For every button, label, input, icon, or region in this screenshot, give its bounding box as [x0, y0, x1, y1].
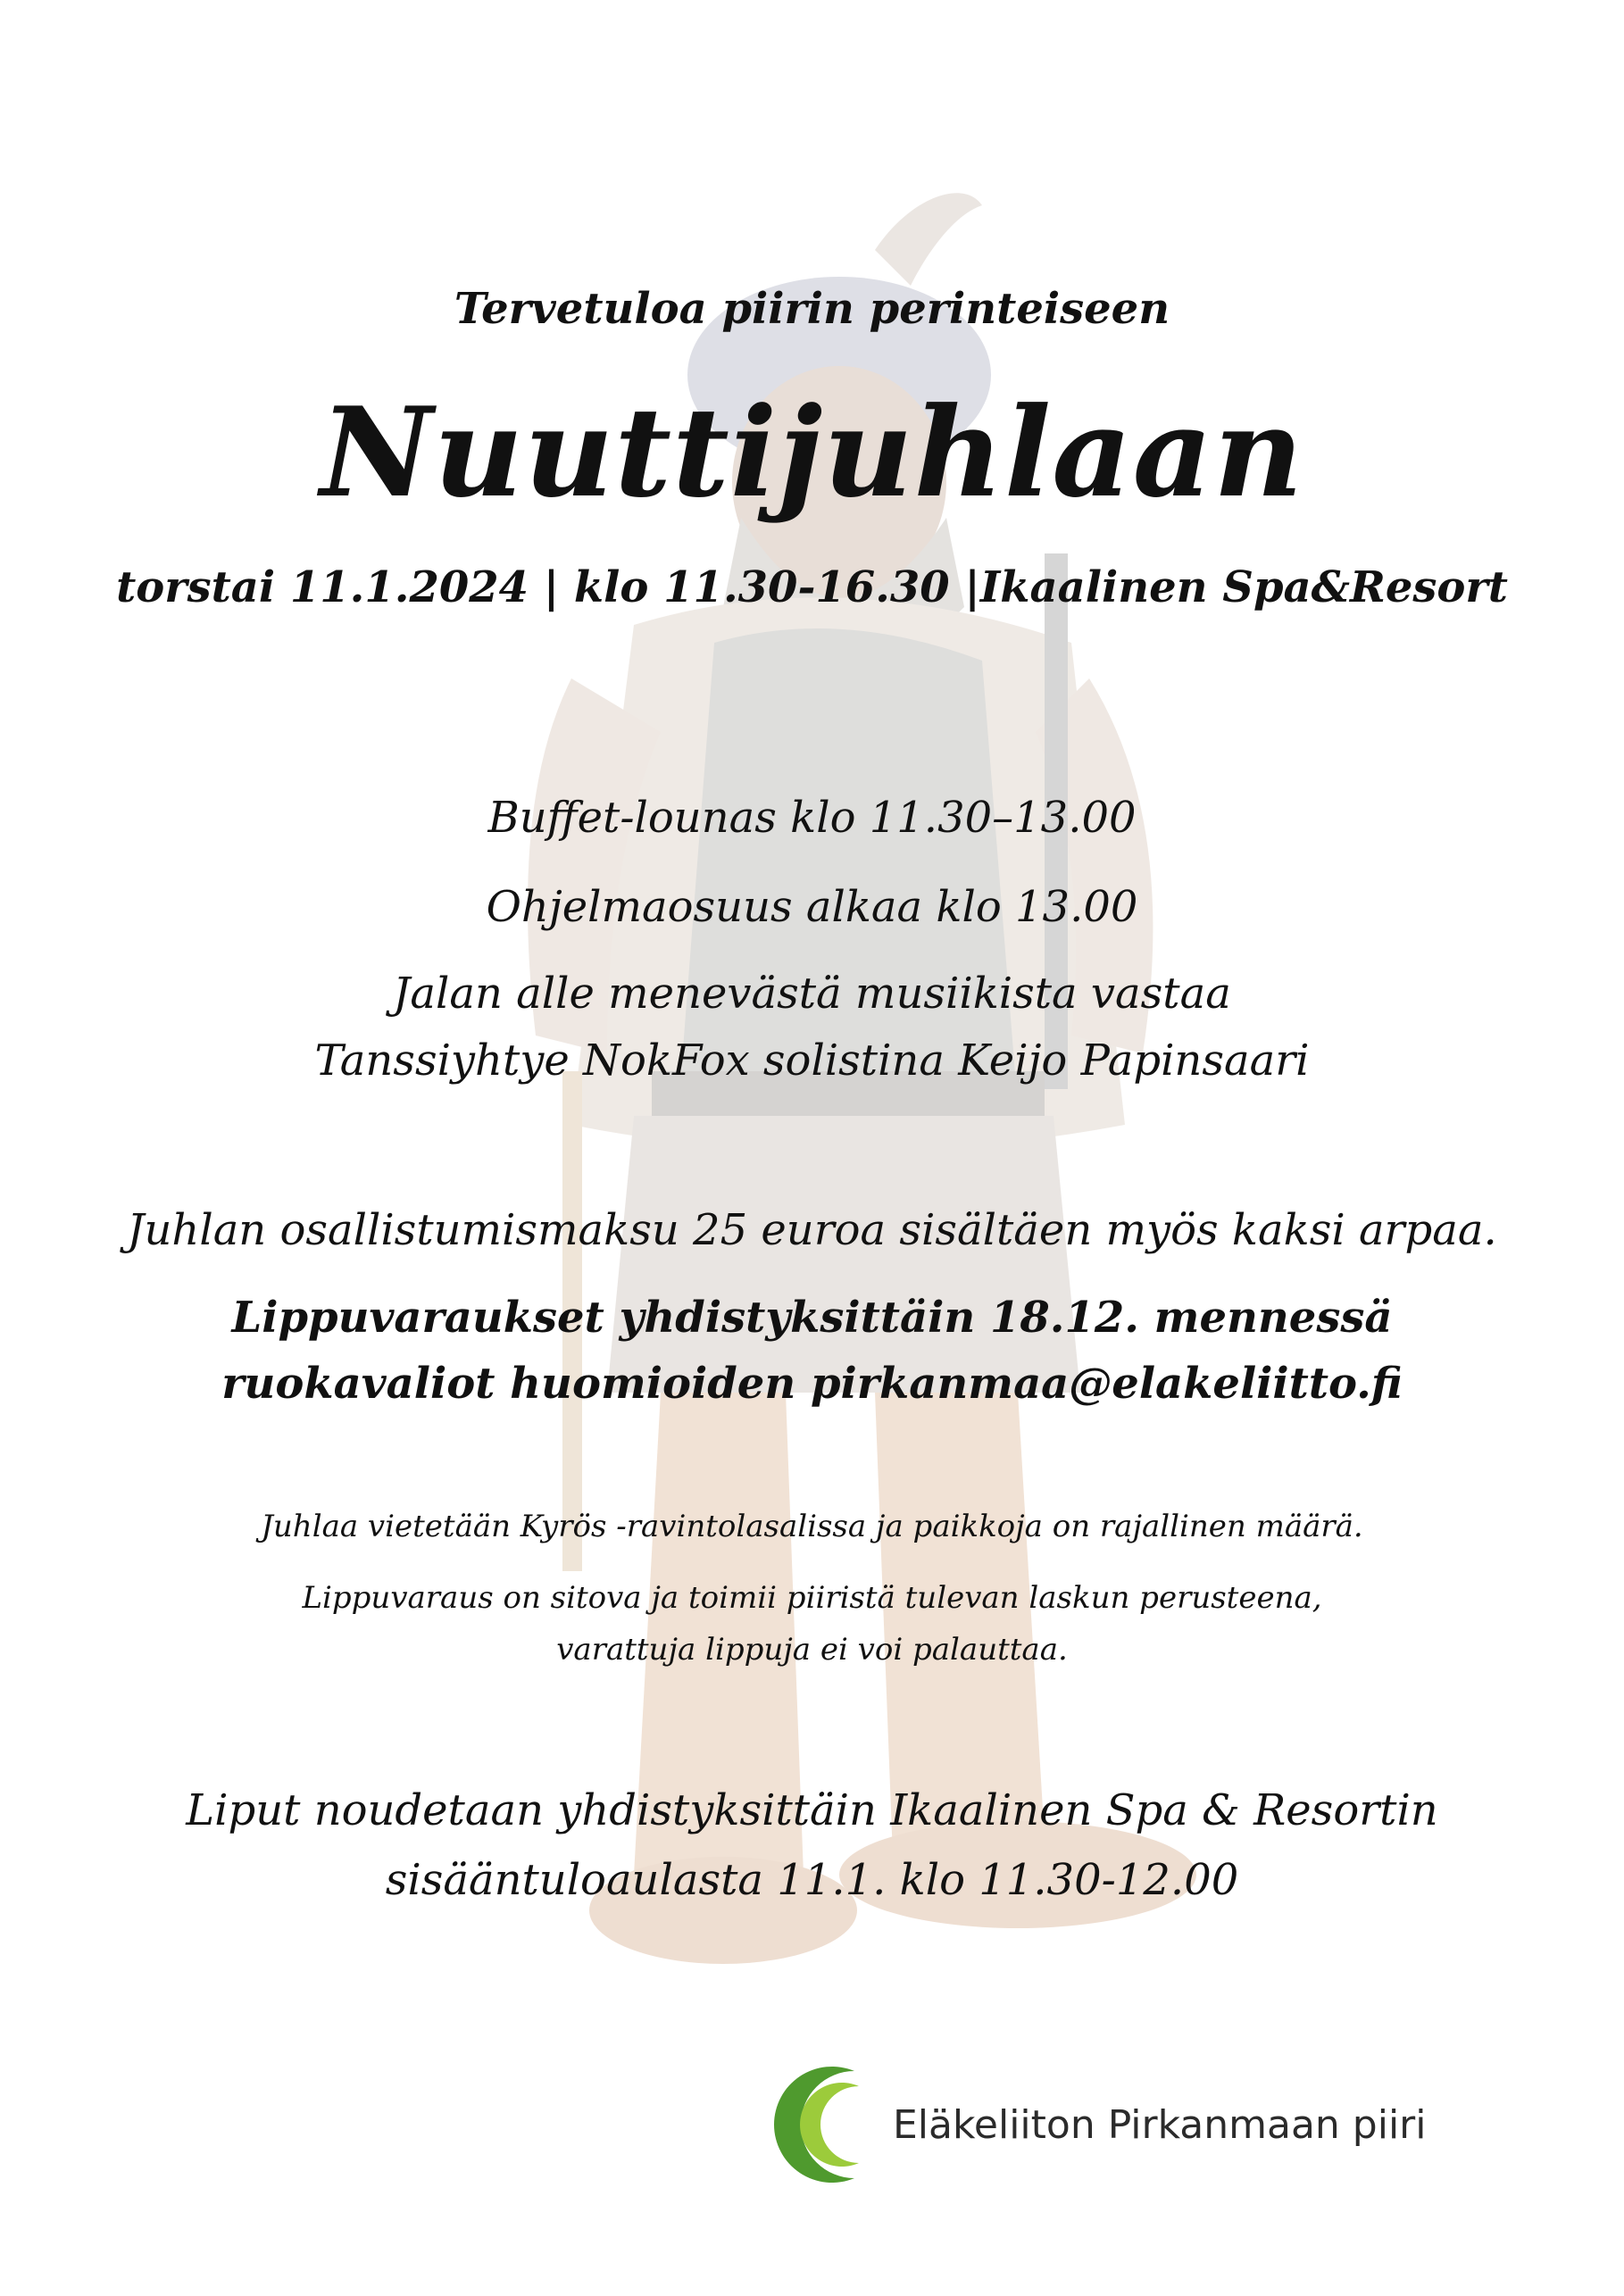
program-item: Buffet-lounas klo 11.30–13.00 — [487, 793, 1137, 843]
program-item: Tanssiyhtye NokFox solistina Keijo Papinsaari — [314, 1036, 1310, 1086]
program-item: Jalan alle menevästä musiikista vastaa — [393, 969, 1231, 1019]
program-item: Ohjelmaosuus alkaa klo 13.00 — [486, 882, 1138, 932]
event-dateline: torstai 11.1.2024 | klo 11.30-16.30 |Ikaalinen Spa&Resort — [116, 562, 1508, 612]
pickup-line: sisääntuloaulasta 11.1. klo 11.30-12.00 — [385, 1855, 1239, 1905]
booking-line: Lippuvaraukset yhdistyksittäin 18.12. mennessä — [231, 1293, 1393, 1343]
event-title: Nuuttijuhlaan — [320, 379, 1304, 525]
note-line: varattuja lippuja ei voi palauttaa. — [556, 1632, 1068, 1668]
organization-logo — [770, 2035, 1427, 2214]
logo-text: Eläkeliiton Pirkanmaan piiri — [893, 2101, 1427, 2148]
booking-line: ruokavaliot huomioiden pirkanmaa@elakeliitto.fi — [221, 1359, 1403, 1409]
fee-text: Juhlan osallistumismaksu 25 euroa sisältäen myös kaksi arpaa. — [127, 1205, 1497, 1255]
note-line: Juhlaa vietetään Kyrös -ravintolasalissa ja paikkoja on rajallinen määrä. — [261, 1509, 1363, 1544]
note-line: Lippuvaraus on sitova ja toimii piiristä tulevan laskun perusteena, — [302, 1580, 1322, 1616]
welcome-text: Tervetuloa piirin perinteiseen — [454, 284, 1170, 334]
crescent-logo-icon — [770, 2058, 886, 2192]
pickup-line: Liput noudetaan yhdistyksittäin Ikaalinen Spa & Resortin — [186, 1785, 1438, 1835]
